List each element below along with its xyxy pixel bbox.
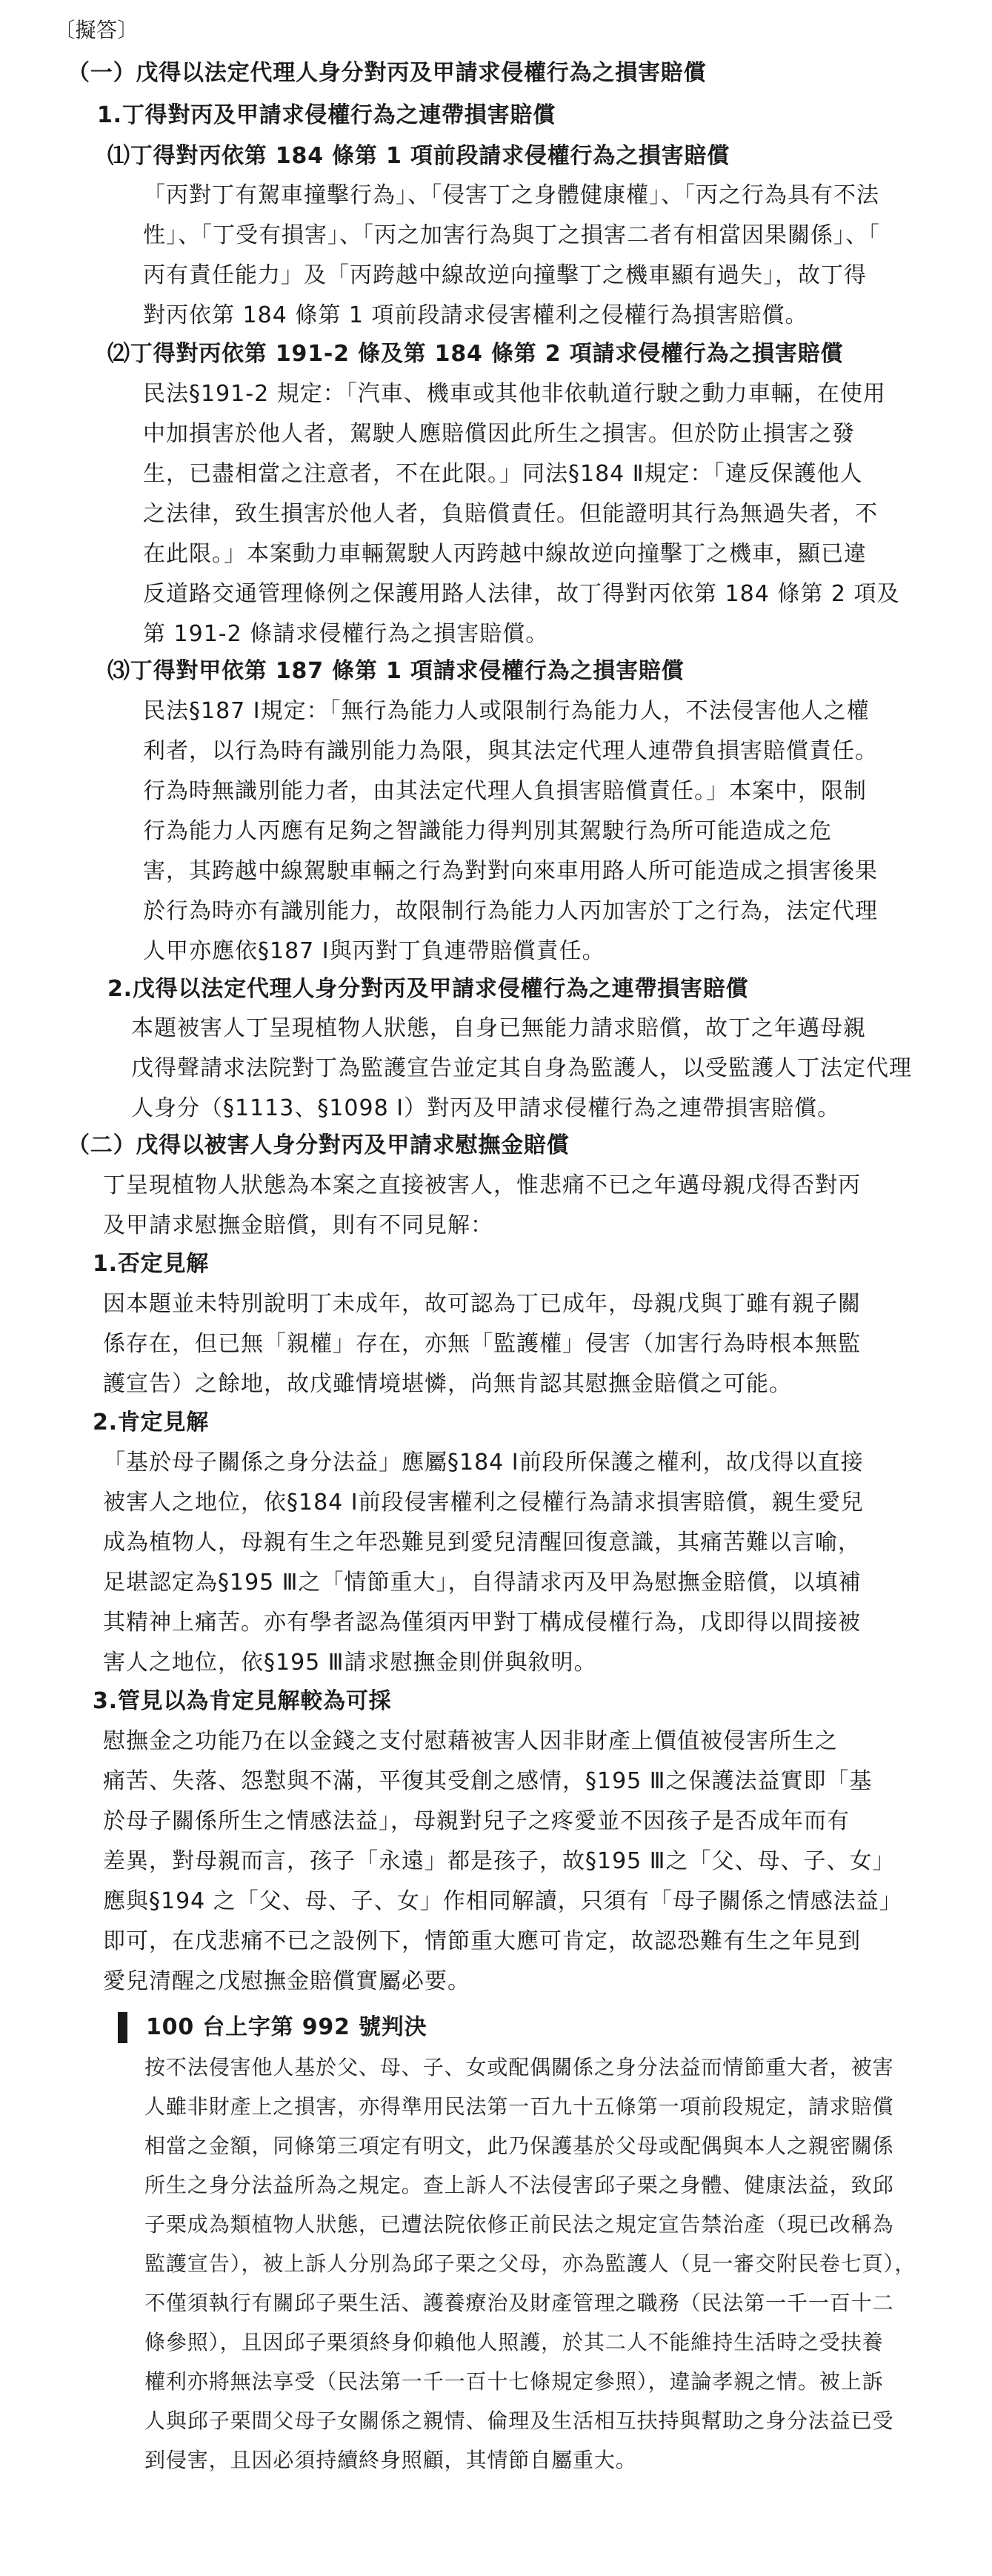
case-line: 到侵害，且因必須持續終身照顧，其情節自屬重大。: [144, 2448, 637, 2472]
body-line: 因本題並未特別說明丁未成年，故可認為丁已成年，母親戊與丁雖有親子關: [103, 1291, 861, 1317]
body-line: 在此限。」本案動力車輛駕駛人丙跨越中線故逆向撞擊丁之機車，顯已違: [143, 541, 867, 567]
body-line: 即可，在戊悲痛不已之設例下，情節重大應可肯定，故認恐難有生之年見到: [103, 1928, 861, 1954]
part-2-heading: 2.戊得以法定代理人身分對丙及甲請求侵權行為之連帶損害賠償: [107, 976, 749, 1002]
answer-tag: 〔擬答〕: [54, 18, 139, 42]
body-line: 本題被害人丁呈現植物人狀態，自身已無能力請求賠償，故丁之年邁母親: [131, 1015, 866, 1041]
body-line: 其精神上痛苦。亦有學者認為僅須丙甲對丁構成侵權行為，戊即得以間接被: [103, 1610, 861, 1636]
case-line: 條參照），且因邱子栗須終身仰賴他人照護，於其二人不能維持生活時之受扶養: [144, 2330, 884, 2354]
body-line: 丁呈現植物人狀態為本案之直接被害人，惟悲痛不已之年邁母親戊得否對丙: [103, 1172, 861, 1198]
body-line: 性」、「丁受有損害」、「丙之加害行為與丁之損害二者有相當因果關係」、「: [143, 222, 880, 248]
case-marker-icon: [118, 2012, 127, 2043]
body-line: 「丙對丁有駕車撞擊行為」、「侵害丁之身體健康權」、「丙之行為具有不法: [143, 182, 879, 208]
subsection-a-heading: ⑴丁得對丙依第 184 條第 1 項前段請求侵權行為之損害賠償: [107, 143, 730, 169]
body-line: 民法§191-2 規定：「汽車、機車或其他非依軌道行駛之動力車輛，在使用: [143, 381, 886, 407]
body-line: 於行為時亦有識別能力，故限制行為能力人丙加害於丁之行為，法定代理: [143, 898, 878, 924]
body-line: 反道路交通管理條例之保護用路人法律，故丁得對丙依第 184 條第 2 項及: [143, 581, 900, 607]
body-line: 中加損害於他人者，駕駛人應賠償因此所生之損害。但於防止損害之發: [143, 421, 855, 447]
body-line: 第 191-2 條請求侵權行為之損害賠償。: [143, 621, 549, 647]
section-1-heading: （一）戊得以法定代理人身分對丙及甲請求侵權行為之損害賠償: [67, 60, 707, 86]
body-line: 成為植物人，母親有生之年恐難見到愛兒清醒回復意識，其痛苦難以言喻，: [103, 1530, 861, 1556]
body-line: 足堪認定為§195 Ⅲ之「情節重大」，自得請求丙及甲為慰撫金賠償，以填補: [103, 1570, 862, 1596]
body-line: 人甲亦應依§187 Ⅰ與丙對丁負連帶賠償責任。: [143, 938, 605, 964]
subsection-b-heading: ⑵丁得對丙依第 191-2 條及第 184 條第 2 項請求侵權行為之損害賠償: [107, 341, 844, 367]
case-line: 按不法侵害他人基於父、母、子、女或配偶關係之身分法益而情節重大者，被害: [144, 2055, 894, 2079]
body-line: 及甲請求慰撫金賠償，則有不同見解：: [103, 1212, 493, 1238]
body-line: 利者，以行為時有識別能力為限，與其法定代理人連帶負損害賠償責任。: [143, 738, 878, 764]
case-line: 權利亦將無法享受（民法第一千一百十七條規定參照），違論孝親之情。被上訴: [144, 2369, 884, 2394]
case-line: 不僅須執行有關邱子栗生活、護養療治及財產管理之職務（民法第一千一百十二: [144, 2291, 894, 2315]
body-line: 之法律，致生損害於他人者，負賠償責任。但能證明其行為無過失者，不: [143, 501, 878, 527]
body-line: 民法§187 Ⅰ規定：「無行為能力人或限制行為能力人，不法侵害他人之權: [143, 698, 870, 724]
body-line: 差異，對母親而言，孩子「永遠」都是孩子，故§195 Ⅲ之「父、母、子、女」: [103, 1848, 896, 1874]
body-line: 護宣告）之餘地，故戊雖情境堪憐，尚無肯認其慰撫金賠償之可能。: [103, 1371, 792, 1397]
body-line: 痛苦、失落、怨懟與不滿，平復其受創之感情，§195 Ⅲ之保護法益實即「基: [103, 1768, 873, 1794]
body-line: 害人之地位，依§195 Ⅲ請求慰撫金則併與敘明。: [103, 1650, 597, 1676]
case-line: 所生之身分法益所為之規定。查上訴人不法侵害邱子栗之身體、健康法益，致邱: [144, 2173, 894, 2197]
view-1-heading: 1.否定見解: [93, 1251, 210, 1277]
body-line: 戊得聲請求法院對丁為監護宣告並定其自身為監護人，以受監護人丁法定代理: [131, 1055, 912, 1081]
case-line: 相當之金額，同條第三項定有明文，此乃保護基於父母或配偶與本人之親密關係: [144, 2134, 894, 2158]
body-line: 人身分（§1113、§1098 Ⅰ）對丙及甲請求侵權行為之連帶損害賠償。: [131, 1095, 841, 1121]
body-line: 於母子關係所生之情感法益」，母親對兒子之疼愛並不因孩子是否成年而有: [103, 1808, 850, 1834]
section-2-heading: （二）戊得以被害人身分對丙及甲請求慰撫金賠償: [67, 1132, 570, 1158]
part-1-heading: 1.丁得對丙及甲請求侵權行為之連帶損害賠償: [97, 102, 556, 128]
body-line: 丙有責任能力」及「丙跨越中線故逆向撞擊丁之機車顯有過失」，故丁得: [143, 262, 867, 288]
body-line: 應與§194 之「父、母、子、女」作相同解讀，只須有「母子關係之情感法益」: [103, 1888, 902, 1914]
view-2-heading: 2.肯定見解: [93, 1410, 210, 1435]
case-title: 100 台上字第 992 號判決: [146, 2014, 427, 2040]
body-line: 行為能力人丙應有足夠之智識能力得判別其駕駛行為所可能造成之危: [143, 818, 832, 844]
body-line: 愛兒清醒之戊慰撫金賠償實屬必要。: [103, 1968, 470, 1994]
case-line: 人雖非財產上之損害，亦得準用民法第一百九十五條第一項前段規定，請求賠償: [144, 2094, 894, 2119]
body-line: 對丙依第 184 條第 1 項前段請求侵害權利之侵權行為損害賠償。: [143, 302, 808, 328]
body-line: 被害人之地位，依§184 Ⅰ前段侵害權利之侵權行為請求損害賠償，親生愛兒: [103, 1490, 864, 1516]
case-line: 人與邱子栗間父母子女關係之親情、倫理及生活相互扶持與幫助之身分法益已受: [144, 2409, 894, 2433]
body-line: 慰撫金之功能乃在以金錢之支付慰藉被害人因非財產上價值被侵害所生之: [103, 1728, 838, 1754]
body-line: 「基於母子關係之身分法益」應屬§184 Ⅰ前段所保護之權利，故戊得以直接: [103, 1450, 864, 1475]
subsection-c-heading: ⑶丁得對甲依第 187 條第 1 項請求侵權行為之損害賠償: [107, 658, 685, 684]
body-line: 害，其跨越中線駕駛車輛之行為對對向來車用路人所可能造成之損害後果: [143, 858, 878, 884]
case-line: 子栗成為類植物人狀態，已遭法院依修正前民法之規定宣告禁治產（現已改稱為: [144, 2212, 894, 2237]
case-line: 監護宣告），被上訴人分別為邱子栗之父母，亦為監護人（見一審交附民卷七頁），: [144, 2251, 916, 2276]
body-line: 生，已盡相當之注意者，不在此限。」同法§184 Ⅱ規定：「違反保護他人: [143, 461, 863, 487]
view-3-heading: 3.管見以為肯定見解較為可採: [93, 1688, 392, 1714]
body-line: 係存在，但已無「親權」存在，亦無「監護權」侵害（加害行為時根本無監: [103, 1331, 861, 1357]
body-line: 行為時無識別能力者，由其法定代理人負損害賠償責任。」本案中，限制: [143, 778, 867, 804]
